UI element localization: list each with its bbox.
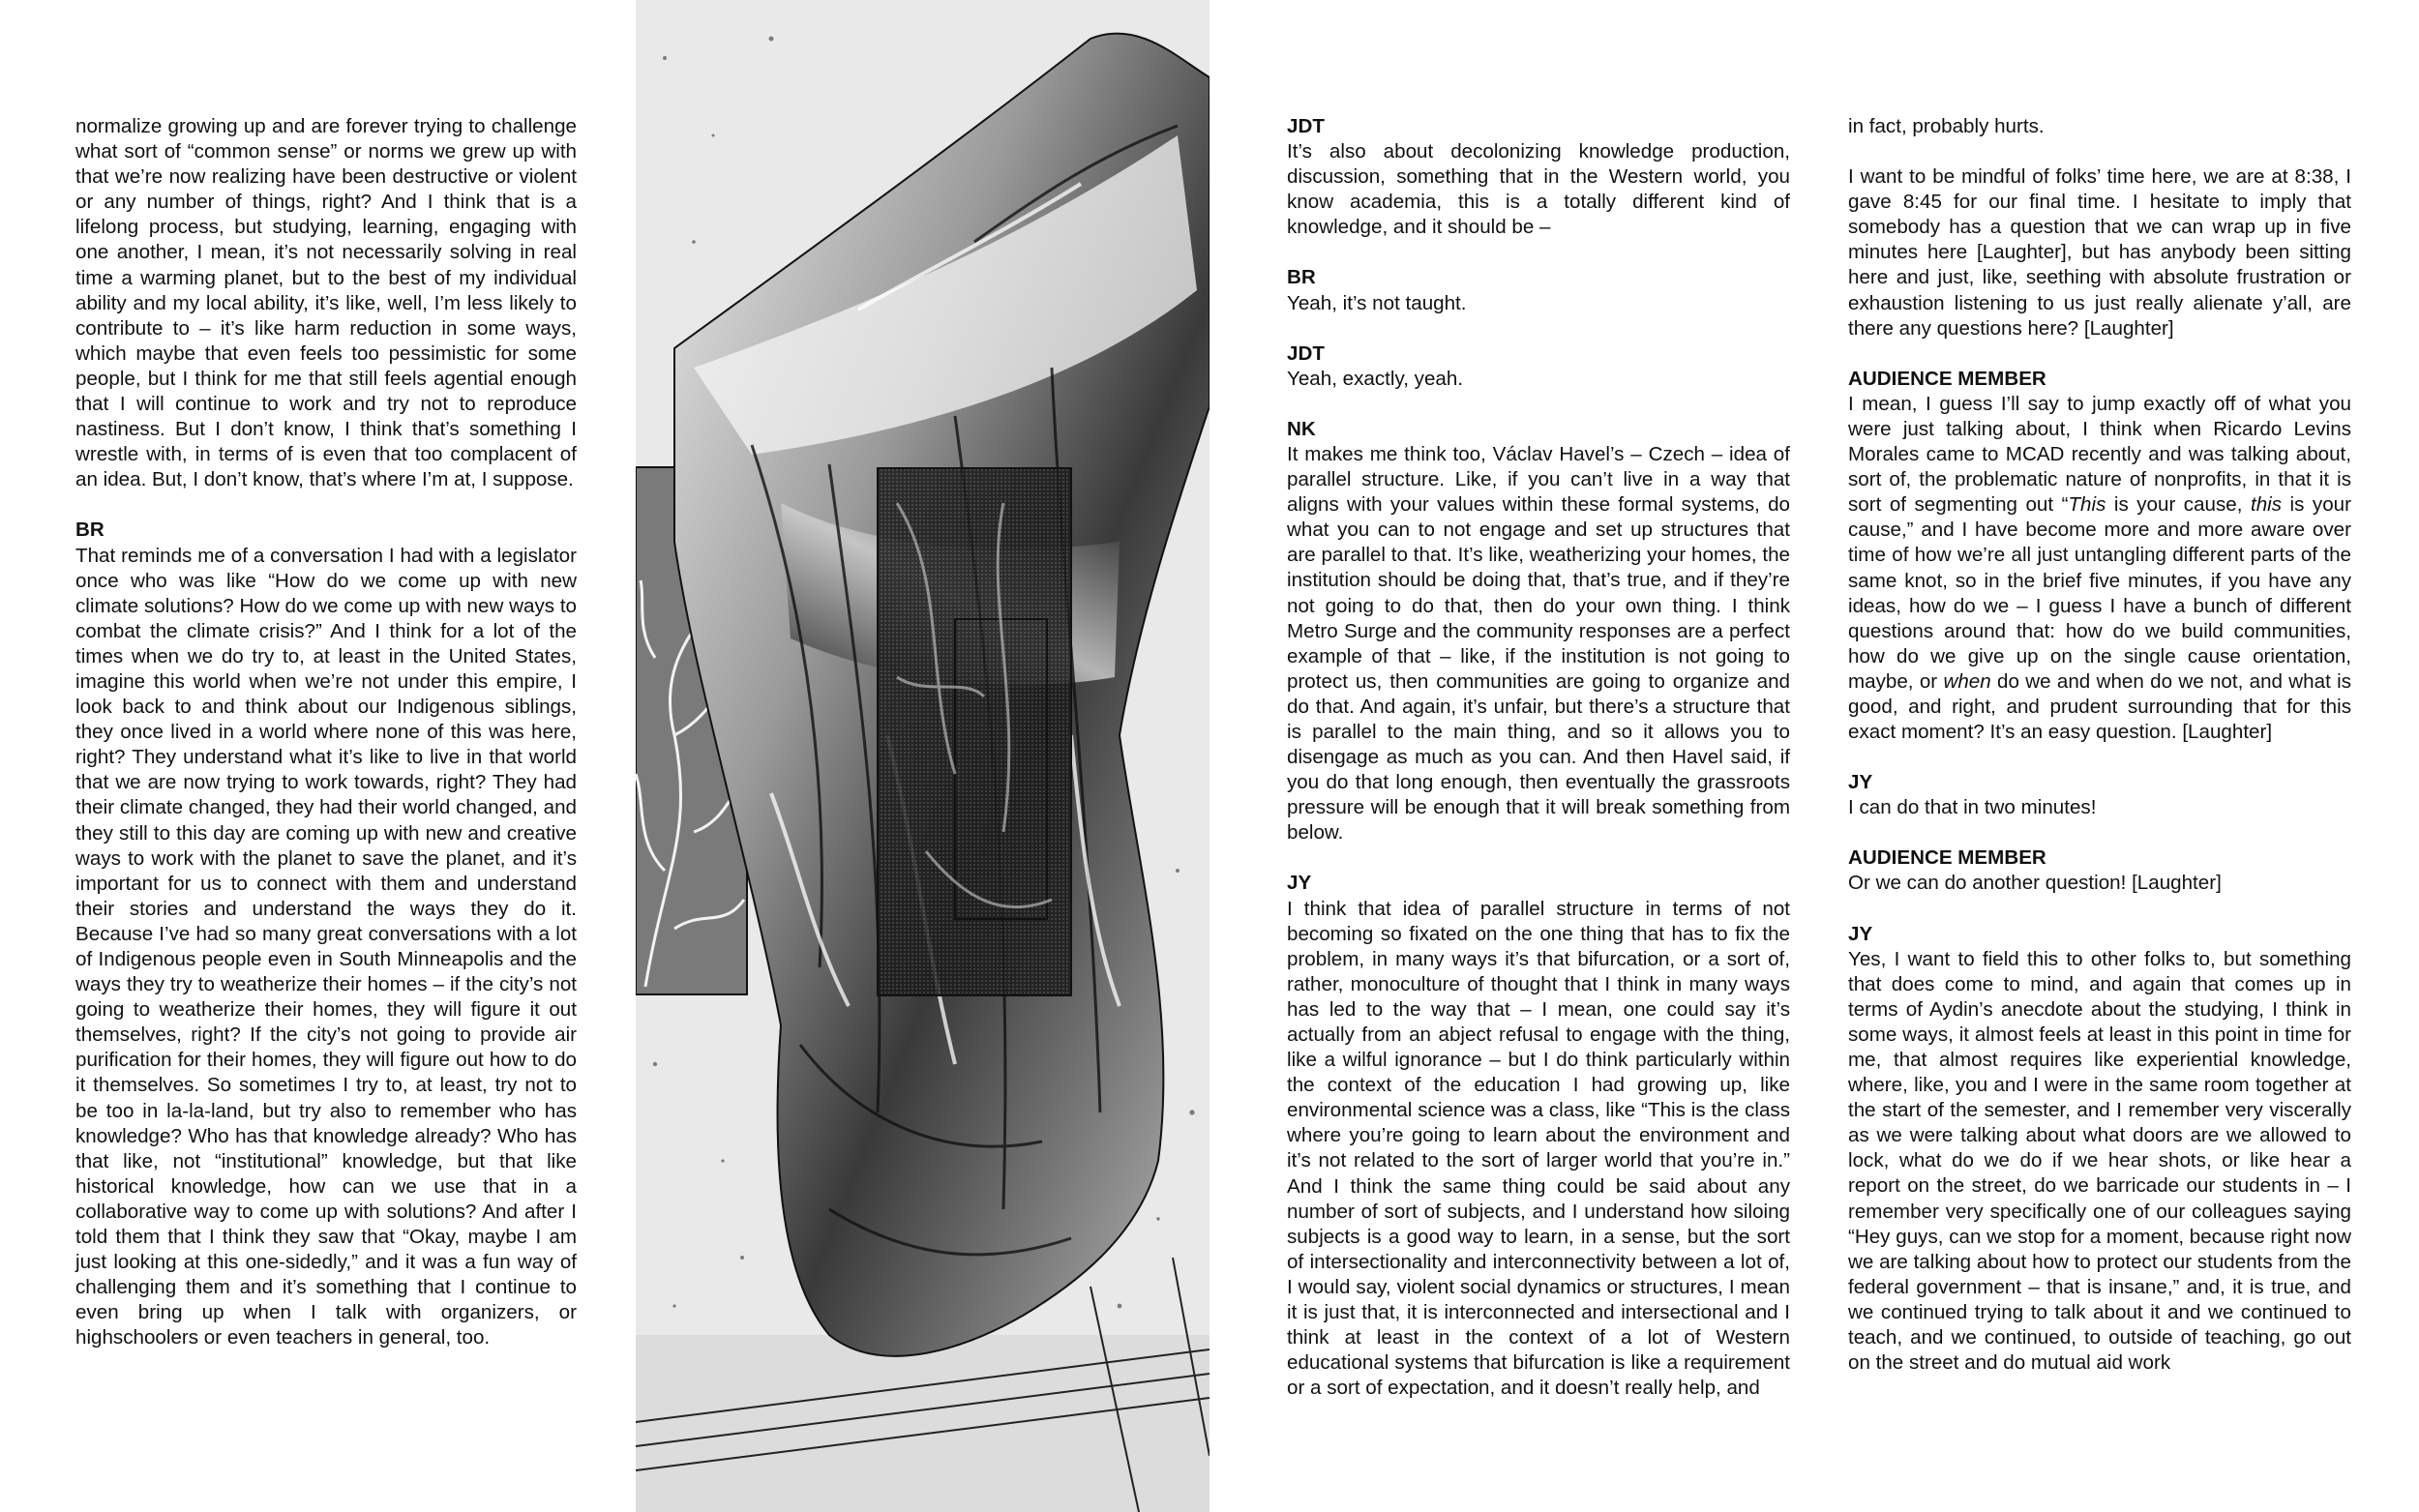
draped-figure-artwork bbox=[636, 0, 1210, 1512]
paragraph-text: That reminds me of a conversation I had with a legislator once who was like “How do we come up with new climate solutions? How do we come up with new ways to combat the climate crisis?” And I think for a lot of the times when we do try to, at least in the United States, imagine this world when we’re not under this empire, I look back to and think about our Indigenous siblings, they once lived in a world where none of this was here, right? They understand what it’s like to live in that world that we are now trying to work towards, right? They had their climate changed, they had their world changed, and they still to this day are coming up with new and creative ways to work with the planet to save the planet, and it’s important for us to connect with them and understand their stories and understand the ways they do it. Because I’ve had so many great conversations with a lot of Indigenous people even in South Minneapolis and the ways they try to weatherize their homes – if the city’s not going to weatherize their homes, they will figure it out themselves, right? If the city’s not going to provide air purification for their homes, they will figure out how to do it themselves. So sometimes I try to, at least, try not to be too in la-la-land, but try also to remember who has knowledge? Who has that knowledge already? Who has that like, not “institutional” knowledge, but that like historical knowledge, how can we use that in a collaborative way to come up with solutions? And after I told them that I think they saw that “Okay, maybe I am just looking at this one-sidedly,” and it was a fun way of challenging them and it’s something that I continue to even bring up when I talk with organizers, or highschoolers or even teachers in general, too. bbox=[75, 544, 577, 1349]
speaker-label: AUDIENCE MEMBER bbox=[1848, 367, 2046, 390]
speaker-label: NK bbox=[1287, 417, 1316, 440]
text-column-1 bbox=[75, 114, 577, 1351]
speaker-label: JDT bbox=[1287, 341, 1325, 365]
paragraph bbox=[1848, 164, 2351, 341]
paragraph bbox=[75, 114, 577, 492]
paragraph-text: I can do that in two minutes! bbox=[1848, 796, 2097, 819]
text-column-4 bbox=[1848, 114, 2351, 1376]
speaker-label: JY bbox=[1848, 771, 1873, 794]
paragraph-text: I think that idea of parallel structure in terms of not becoming so fixated on the one thing that has to fix the problem, in many ways it’s that bifurcation, or a sort of, rather, monoculture of thought that I think in many ways has led to the way that – I mean, one could say it’s actually from an abject refusal to engage with the thing, like a wilful ignorance – but I do think particularly within the context of the education I had growing up, like environmental science was a class, like “This is the class where you’re going to learn about the environment and it’s not related to the sort of larger world that you’re in.” And I think the same thing could be said about any number of sort of subjects, and I understand how siloing subjects is a good way to learn, in a sense, but the sort of intersectionality and interconnectivity between a lot of, I would say, violent social dynamics or structures, I mean it is just that, it is interconnected and intersectional and I think at least in the context of a lot of Western educational systems that bifurcation is like a requirement or a sort of expectation, and it doesn’t really help, and bbox=[1287, 897, 1790, 1400]
paragraph-text: It’s also about decolonizing knowledge production, discussion, something that in the Western world, you know academia, this is a totally different kind of knowledge, and it should be – bbox=[1287, 140, 1790, 239]
paragraph-text: Yeah, exactly, yeah. bbox=[1287, 367, 1464, 390]
text-run: is your cause,” and I have become more and more aware over time of how we’re all just untangling different parts of the same knot, so in the brief five minutes, if you have any ideas, how do we – I guess I have a bunch of different questions around that: how do we build communities, how do we give up on the single cause orientation, maybe, or bbox=[1848, 493, 2351, 693]
speaker-label: AUDIENCE MEMBER bbox=[1848, 846, 2046, 870]
paragraph-text: Yes, I want to field this to other folks to, but something that does come to mind, and again that comes up in terms of Aydin’s anecdote about the studying, I think in some ways, it almost feels at least in this point in time for me, that almost requires like experiential knowledge, where, like, you and I were in the same room together at the start of the semester, and I remember very viscerally as we were talking about what doors are we allowed to lock, what do we do if we hear shots, or like hear a report on the street, do we barricade our students in – I remember very specifically one of our colleagues saying “Hey guys, can we stop for a moment, because right now we are talking about how to protect our students from the federal government – that is insane,” and, it is true, and we continued trying to talk about it and we continued to teach, and we continued, to outside of teaching, go out on the street and do mutual aid work bbox=[1848, 947, 2351, 1375]
paragraph bbox=[1287, 341, 1790, 392]
speaker-label: BR bbox=[75, 519, 105, 542]
emphasis-text: This bbox=[2068, 493, 2106, 517]
emphasis-text: this bbox=[2250, 493, 2283, 517]
emphasis-text: when bbox=[1943, 669, 1991, 693]
paragraph-text: in fact, probably hurts. bbox=[1848, 115, 2045, 137]
paragraph bbox=[1848, 770, 2351, 820]
speaker-label: JDT bbox=[1287, 115, 1325, 137]
speaker-label: JY bbox=[1848, 922, 1873, 945]
paragraph bbox=[1848, 367, 2351, 745]
paragraph bbox=[1287, 871, 1790, 1401]
paragraph-text: Yeah, it’s not taught. bbox=[1287, 291, 1467, 314]
paragraph-text: normalize growing up and are forever trying to challenge what sort of “common sense” or norms we grew up with that we’re now realizing have been destructive or violent or any number of things, right? And I think that is a lifelong process, but studying, learning, engaging with one another, I mean, it’s not necessarily solving in real time a warming planet, but to the best of my individual ability and my local ability, it’s like, well, I’m less likely to contribute to – it’s like harm reduction in some ways, which maybe that even feels too pessimistic for some people, but I think for me that still feels agential enough that I will continue to work and try not to reproduce nastiness. But I don’t know, I think that’s something I wrestle with, in terms of is even that too complacent of an idea. But, I don’t know, that’s where I’m at, I suppose. bbox=[75, 115, 577, 491]
paragraph bbox=[1848, 845, 2351, 896]
paragraph bbox=[1287, 265, 1790, 315]
speaker-label: BR bbox=[1287, 266, 1316, 289]
paragraph-text: Or we can do another question! [Laughter] bbox=[1848, 872, 2222, 895]
speaker-label: JY bbox=[1287, 872, 1312, 895]
paragraph-text: It makes me think too, Václav Havel’s – Czech – idea of parallel structure. Like, if you can’t live in a way that aligns with your values within these formal systems, do what you can to not engage and set up structures that are parallel to that. It’s like, weatherizing your homes, the institution should be doing that, that’s true, and if they’re not going to do that, then do your own thing. I think Metro Surge and the community responses are a perfect example of that – like, if the institution is not going to protect us, then communities are going to organize and do that. And again, it’s unfair, but there’s a structure that is parallel to the main thing, and so it allows you to disengage as much as you can. And then Havel said, if you do that long enough, then eventually the grassroots pressure will be enough that it will break something from below. bbox=[1287, 442, 1790, 845]
paragraph bbox=[1848, 114, 2351, 139]
text-run: I mean, I guess I’ll say to jump exactly off of what you were just talking about, I think when Ricardo Levins Morales came to MCAD recently and was talking about, sort of, the problematic nature of nonprofits, in that it is sort of segmenting out “ bbox=[1848, 392, 2351, 517]
paragraph bbox=[1287, 417, 1790, 846]
text-run: is your cause, bbox=[2105, 493, 2251, 517]
paragraph bbox=[1848, 922, 2351, 1377]
paragraph bbox=[1287, 114, 1790, 240]
artwork-illustration bbox=[636, 0, 1210, 1512]
text-run: do we and when do we not, and what is good, and right, and prudent surrounding that for this exact moment? It’s an easy question. [Laughter] bbox=[1848, 669, 2351, 744]
paragraph-text: I want to be mindful of folks’ time here, we are at 8:38, I gave 8:45 for our final time. I hesitate to imply that somebody has a question that we can wrap up in five minutes here [Laughter], but has anybody been sitting here and just, like, seething with absolute frustration or exhaustion listening to us just really alienate y’all, are there any questions here? [Laughter] bbox=[1848, 165, 2351, 340]
text-column-3 bbox=[1287, 114, 1790, 1401]
paragraph bbox=[75, 518, 577, 1350]
paragraph-text bbox=[1848, 392, 2351, 745]
